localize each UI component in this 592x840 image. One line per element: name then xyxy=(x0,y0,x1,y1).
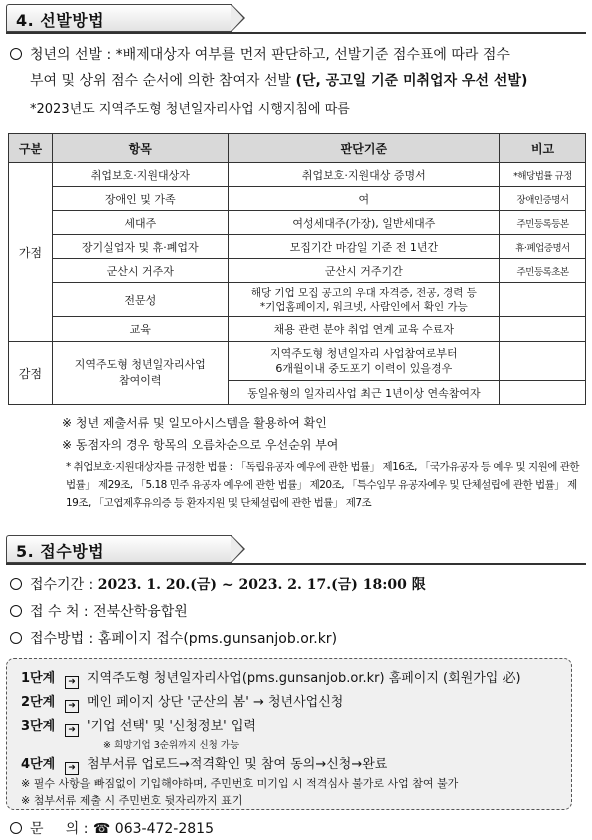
row-note xyxy=(500,342,586,381)
row-note xyxy=(500,317,586,342)
hollow-circle-bullet-icon xyxy=(10,822,22,834)
table-row xyxy=(9,342,586,381)
table-row xyxy=(9,283,586,317)
row-note: 주민등록초본 xyxy=(500,259,586,283)
row-criteria: 여 xyxy=(228,187,500,211)
contact-phone: ☎ 063-472-2815 xyxy=(92,821,214,837)
contact-line: 문 의 : ☎ 063-472-2815 xyxy=(10,818,214,838)
hollow-circle-bullet-icon xyxy=(10,632,22,644)
row-note: 휴·폐업증명서 xyxy=(500,235,586,259)
note-tie-break: ※ 동점자의 경우 항목의 오름차순으로 우선순위 부여 xyxy=(62,438,339,452)
row-note xyxy=(500,381,586,405)
table-header-row xyxy=(9,134,586,163)
section-5-divider xyxy=(6,563,586,565)
note-document-check: ※ 청년 제출서류 및 일모아시스템을 활용하여 확인 xyxy=(62,416,327,430)
table-row xyxy=(9,259,586,283)
row-item: 취업보호·지원대상자 xyxy=(52,163,228,187)
row-criteria: 모집기간 마감일 기준 전 1년간 xyxy=(228,235,500,259)
header-remarks: 비고 xyxy=(500,134,586,163)
row-item: 전문성 xyxy=(52,283,228,317)
row-item: 장애인 및 가족 xyxy=(52,187,228,211)
step-2: 2단계 ➜ 메인 페이지 상단 '군산의 봄' → 청년사업신청 xyxy=(21,695,344,711)
right-arrow-box-icon: ➜ xyxy=(65,762,79,775)
priority-note: (단, 공고일 기준 미취업자 우선 선발) xyxy=(295,73,528,89)
warning-required-fields: ※ 필수 사항을 빠짐없이 기입해야하며, 주민번호 미기입 시 적격심사 불가로 사업 참여 불가 xyxy=(21,777,459,790)
row-criteria: 채용 관련 분야 취업 연계 교육 수료자 xyxy=(228,317,500,342)
selection-criteria-table xyxy=(8,133,586,405)
row-note xyxy=(500,283,586,317)
application-place: 접 수 처 : 전북산학융합원 xyxy=(10,601,188,621)
application-period: 접수기간 : 2023. 1. 20.(금) ~ 2023. 2. 17.(금) 18:00 限 xyxy=(10,574,426,594)
hollow-circle-bullet-icon xyxy=(10,578,22,590)
row-item: 세대주 xyxy=(52,211,228,235)
step-1: 1단계 ➜ 지역주도형 청년일자리사업(pms.gunsanjob.or.kr) 홈페이지 (회원가입 必) xyxy=(21,671,521,687)
section-4-title: 4. 선발방법 xyxy=(16,11,105,30)
section-5-title: 5. 접수방법 xyxy=(16,542,105,561)
table-row xyxy=(9,187,586,211)
row-item: 교육 xyxy=(52,317,228,342)
right-arrow-box-icon: ➜ xyxy=(65,724,79,737)
penalty-criteria-2: 동일유형의 일자리사업 최근 1년이상 연속참여자 xyxy=(228,381,500,405)
row-criteria: 취업보호·지원대상 증명서 xyxy=(228,163,500,187)
table-row xyxy=(9,317,586,342)
row-note: 주민등록등본 xyxy=(500,211,586,235)
header-item: 항목 xyxy=(52,134,228,163)
row-note: *해당법률 규정 xyxy=(500,163,586,187)
note-legal-basis: * 취업보호·지원대상자를 규정한 법률 : 「독립유공자 예우에 관한 법률」 제16조, 「국가유공자 등 예우 및 지원에 관한 법률」 제29조, 「5.18 민주 유공자 예우에 관한 법률」 제20조, 「특수임무 유공자예우 및 단체설립에 관한 법률」 제19조, 「고엽제후유의증 등 환자지원 및 단체설립에 관한 법률」 제7조 xyxy=(66,461,580,509)
step-3-note: ※ 희망기업 3순위까지 신청 가능 xyxy=(103,740,240,751)
warning-id-number: ※ 첨부서류 제출 시 주민번호 뒷자리까지 표기 xyxy=(21,794,243,807)
row-criteria: 해당 기업 모집 공고의 우대 자격증, 전공, 경력 등 *기업홈페이지, 워크넷, 사람인에서 확인 가능 xyxy=(228,283,500,317)
table-row xyxy=(9,235,586,259)
penalty-criteria-1: 지역주도형 청년일자리 사업참여로부터 6개월이내 중도포기 이력이 있을경우 xyxy=(228,342,500,381)
group-penalty: 감점 xyxy=(9,342,53,405)
row-item: 장기실업자 및 휴·폐업자 xyxy=(52,235,228,259)
selection-bullet-line1: 청년의 선발 : *배제대상자 여부를 먼저 판단하고, 선발기준 점수표에 따라 점수 xyxy=(10,44,510,64)
table-row xyxy=(9,163,586,187)
right-arrow-box-icon: ➜ xyxy=(65,676,79,689)
step-4: 4단계 ➜ 첨부서류 업로드→적격확인 및 참여 동의→신청→완료 xyxy=(21,757,388,773)
header-criteria: 판단기준 xyxy=(228,134,500,163)
hollow-circle-bullet-icon xyxy=(10,48,22,60)
hollow-circle-bullet-icon xyxy=(10,605,22,617)
guideline-footnote: *2023년도 지역주도형 청년일자리사업 시행지침에 따름 xyxy=(30,102,350,117)
selection-bullet-line2: 부여 및 상위 점수 순서에 의한 참여자 선발 (단, 공고일 기준 미취업자 우선 선발) xyxy=(30,73,528,89)
group-bonus: 가점 xyxy=(9,163,53,342)
right-arrow-box-icon: ➜ xyxy=(65,700,79,713)
application-steps-box xyxy=(6,658,572,810)
row-item: 군산시 거주자 xyxy=(52,259,228,283)
header-category: 구분 xyxy=(9,134,53,163)
row-note: 장애인증명서 xyxy=(500,187,586,211)
section-4-divider xyxy=(6,32,586,34)
row-criteria: 여성세대주(가장), 일반세대주 xyxy=(228,211,500,235)
section-4-header xyxy=(6,4,246,34)
section-5-header xyxy=(6,535,246,565)
table-row xyxy=(9,211,586,235)
penalty-item: 지역주도형 청년일자리사업 참여이력 xyxy=(52,342,228,405)
application-method: 접수방법 : 홈페이지 접수(pms.gunsanjob.or.kr) xyxy=(10,628,337,648)
step-3: 3단계 ➜ '기업 선택' 및 '신청정보' 입력 xyxy=(21,719,256,735)
row-criteria: 군산시 거주기간 xyxy=(228,259,500,283)
